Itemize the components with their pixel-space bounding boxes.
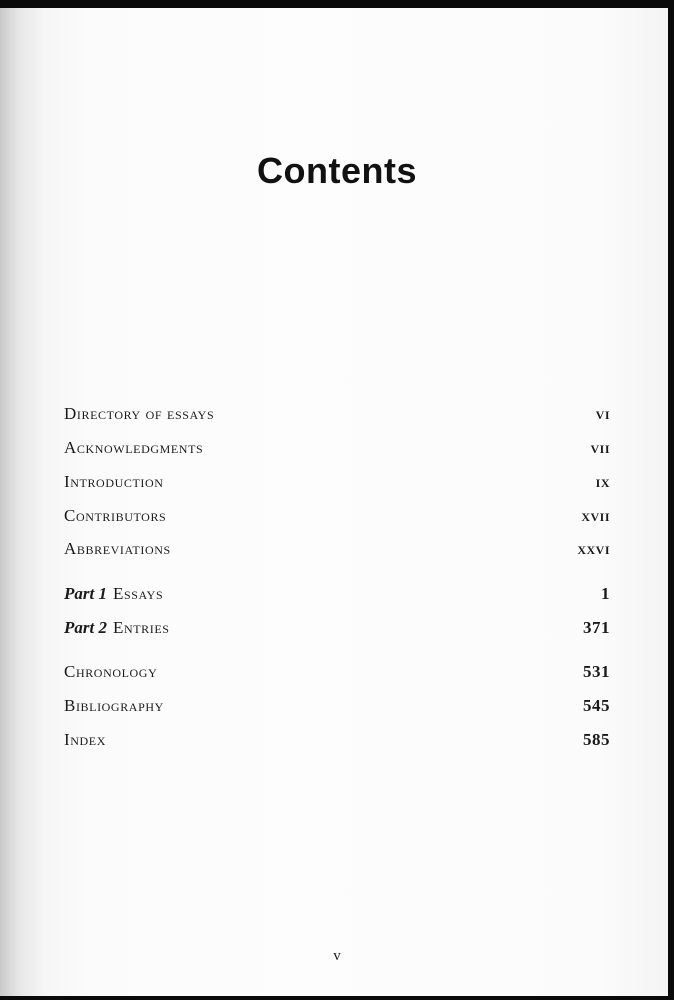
toc-entry-page: 371 <box>583 618 610 637</box>
toc-entry-directory[interactable] <box>64 404 610 430</box>
toc-entry-page: ix <box>595 472 610 491</box>
toc-entry-label: Bibliography <box>64 696 164 715</box>
toc-entry-label <box>64 618 170 638</box>
toc-entry-page: 1 <box>601 584 610 603</box>
part-number: Part 2 <box>64 618 107 637</box>
toc-entry-page: vii <box>590 438 610 457</box>
toc-entry-label: Index <box>64 730 106 749</box>
toc-entry-page: 585 <box>583 730 610 749</box>
toc-entry-label: Contributors <box>64 506 167 525</box>
toc-entry-label <box>64 584 163 604</box>
toc-entry-index[interactable] <box>64 730 610 756</box>
toc-entry-chronology[interactable] <box>64 662 610 688</box>
part-number: Part 1 <box>64 584 107 603</box>
toc-entry-label: Directory of essays <box>64 404 215 423</box>
toc-entry-acknowledgments[interactable] <box>64 438 610 464</box>
toc-entry-part-1-essays[interactable] <box>64 584 610 610</box>
toc-entry-label: Chronology <box>64 662 158 681</box>
toc-entry-page: xxvi <box>577 539 610 558</box>
toc-entry-part-2-entries[interactable] <box>64 618 610 644</box>
part-title: Entries <box>112 618 170 637</box>
toc-entry-page: vi <box>595 404 610 423</box>
toc-entry-contributors[interactable] <box>64 506 610 532</box>
toc-entry-label: Introduction <box>64 472 164 491</box>
toc-entry-abbreviations[interactable] <box>64 539 610 565</box>
toc-entry-introduction[interactable] <box>64 472 610 498</box>
toc-entry-label: Acknowledgments <box>64 438 204 457</box>
page-folio: v <box>333 948 341 964</box>
toc-entry-page: xvii <box>581 506 610 525</box>
toc-entry-page: 531 <box>583 662 610 681</box>
toc-entry-bibliography[interactable] <box>64 696 610 722</box>
toc-entry-label: Abbreviations <box>64 539 171 558</box>
toc-entry-page: 545 <box>583 696 610 715</box>
part-title: Essays <box>112 584 164 603</box>
page-title: Contents <box>257 150 417 191</box>
